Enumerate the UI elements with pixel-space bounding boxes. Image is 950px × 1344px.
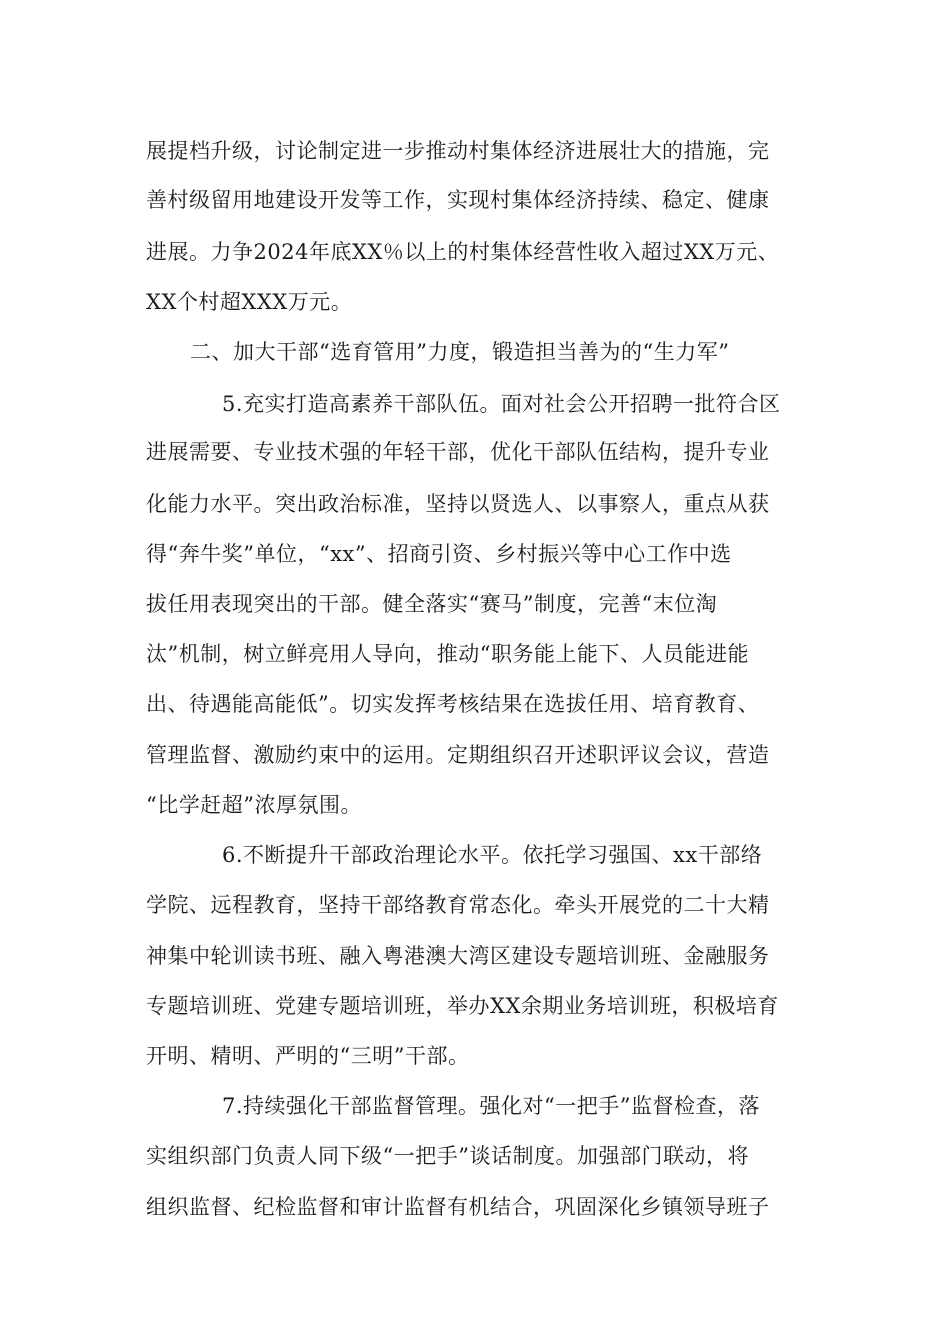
section-heading: 二、加大干部“选育管用”力度，锻造担当善为的“生力军” <box>190 340 730 364</box>
text-line: 开明、精明、严明的“三明”干部。 <box>146 1044 470 1068</box>
text-line: 拔任用表现突出的干部。健全落实“赛马”制度，完善“末位淘 <box>146 592 718 616</box>
text-line: 管理监督、激励约束中的运用。定期组织召开述职评议会议，营造 <box>146 743 770 767</box>
text-line: 化能力水平。突出政治标准，坚持以贤选人、以事察人，重点从获 <box>146 492 770 516</box>
text-line: 进展需要、专业技术强的年轻干部，优化干部队伍结构，提升专业 <box>146 440 770 464</box>
text-line: 学院、远程教育，坚持干部络教育常态化。牵头开展党的二十大精 <box>146 893 770 917</box>
text-line: 6.不断提升干部政治理论水平。依托学习强国、xx干部络 <box>222 843 763 867</box>
text-line: 5.充实打造高素养干部队伍。面对社会公开招聘一批符合区 <box>222 392 781 416</box>
text-line: “比学赶超”浓厚氛围。 <box>146 793 362 817</box>
text-line: 展提档升级，讨论制定进一步推动村集体经济进展壮大的措施，完 <box>146 139 770 163</box>
text-line: 汰”机制，树立鲜亮用人导向，推动“职务能上能下、人员能进能 <box>146 642 749 666</box>
text-line: 专题培训班、党建专题培训班，举办XX余期业务培训班，积极培育 <box>146 994 779 1018</box>
text-line: 进展。力争2024年底XX％以上的村集体经营性收入超过XX万元、 <box>146 240 780 264</box>
text-line: XX个村超XXX万元。 <box>146 290 353 314</box>
text-line: 7.持续强化干部监督管理。强化对“一把手”监督检查，落 <box>222 1094 761 1118</box>
text-line: 善村级留用地建设开发等工作，实现村集体经济持续、稳定、健康 <box>146 188 770 212</box>
text-line: 实组织部门负责人同下级“一把手”谈话制度。加强部门联动，将 <box>146 1144 749 1168</box>
text-line: 组织监督、纪检监督和审计监督有机结合，巩固深化乡镇领导班子 <box>146 1195 770 1219</box>
text-line: 神集中轮训读书班、融入粤港澳大湾区建设专题培训班、金融服务 <box>146 944 770 968</box>
text-line: 得“奔牛奖”单位，“xx”、招商引资、乡村振兴等中心工作中选 <box>146 542 732 566</box>
text-line: 出、待遇能高能低”。切实发挥考核结果在选拔任用、培育教育、 <box>146 692 760 716</box>
